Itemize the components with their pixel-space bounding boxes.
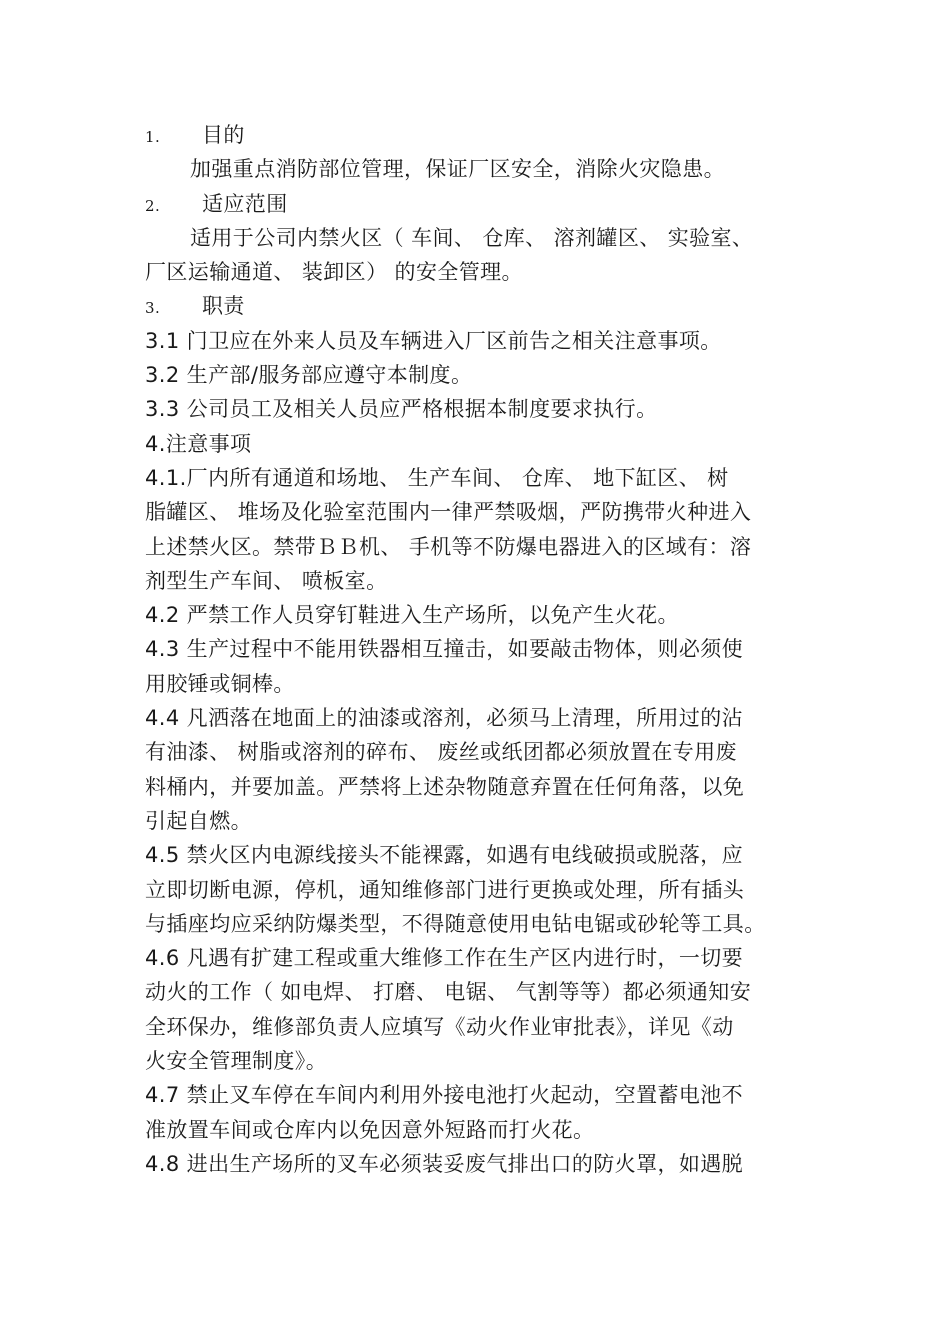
note-line: 4.2 严禁工作人员穿钉鞋进入生产场所，以免产生火花。	[145, 603, 679, 628]
section-title: 职责	[202, 294, 245, 319]
note-item-4-5	[145, 838, 810, 941]
section-heading-notes: 4.注意事项	[145, 431, 252, 456]
note-line: 4.3 生产过程中不能用铁器相互撞击，如要敲击物体，则必须使	[145, 637, 744, 662]
note-line: 料桶内，并要加盖。严禁将上述杂物随意弃置在任何角落，以免	[145, 774, 745, 799]
duty-item: 3.1 门卫应在外来人员及车辆进入厂区前告之相关注意事项。	[145, 328, 722, 353]
note-line: 全环保办，维修部负责人应填写《动火作业审批表》，详见《动	[145, 1014, 734, 1039]
note-line: 剂型生产车间、 喷板室。	[145, 568, 388, 593]
scope-text-line: 适用于公司内禁火区（ 车间、 仓库、 溶剂罐区、 实验室、	[190, 225, 754, 250]
section-number: 3.	[145, 299, 161, 318]
scope-text-line: 厂区运输通道、 装卸区） 的安全管理。	[145, 260, 523, 285]
note-line: 脂罐区、 堆场及化验室范围内一律严禁吸烟，严防携带火种进入	[145, 500, 752, 525]
note-line: 用胶锤或铜棒。	[145, 671, 295, 696]
note-line: 立即切断电源，停机，通知维修部门进行更换或处理，所有插头	[145, 877, 745, 902]
note-line: 有油漆、 树脂或溶剂的碎布、 废丝或纸团都必须放置在专用废	[145, 740, 737, 765]
note-line: 火安全管理制度》。	[145, 1049, 328, 1074]
purpose-text: 加强重点消防部位管理，保证厂区安全，消除火灾隐患。	[190, 157, 725, 182]
note-item-4-6	[145, 941, 810, 1078]
note-line: 4.7 禁止叉车停在车间内利用外接电池打火起动，空置蓄电池不	[145, 1083, 744, 1108]
note-line: 4.5 禁火区内电源线接头不能裸露，如遇有电线破损或脱落，应	[145, 843, 744, 868]
note-line: 4.4 凡洒落在地面上的油漆或溶剂，必须马上清理，所用过的沾	[145, 706, 744, 731]
section-heading-scope	[145, 187, 810, 221]
document-body	[145, 118, 810, 1181]
section-title: 适应范围	[202, 191, 288, 216]
note-item-4-4	[145, 701, 810, 838]
section-number: 1.	[145, 128, 161, 146]
section-heading-purpose	[145, 118, 810, 152]
duty-item: 3.2 生产部/服务部应遵守本制度。	[145, 363, 473, 388]
note-line: 4.8 进出生产场所的叉车必须装妥废气排出口的防火罩，如遇脱	[145, 1151, 744, 1176]
section-title: 目的	[202, 123, 245, 147]
note-item-4-3	[145, 632, 810, 701]
note-line: 上述禁火区。禁带ＢＢ机、 手机等不防爆电器进入的区域有：溶	[145, 534, 752, 559]
note-item-4-2	[145, 598, 810, 632]
note-line: 引起自燃。	[145, 808, 252, 833]
note-item-4-1	[145, 461, 810, 598]
section-heading-duties	[145, 289, 810, 323]
note-line: 与插座均应采纳防爆类型，不得随意使用电钻电锯或砂轮等工具。	[145, 911, 766, 936]
note-line: 4.1.厂内所有通道和场地、 生产车间、 仓库、 地下缸区、 树	[145, 465, 729, 490]
note-item-4-7	[145, 1078, 810, 1147]
note-item-4-8	[145, 1147, 810, 1181]
note-line: 准放置车间或仓库内以免因意外短路而打火花。	[145, 1117, 595, 1142]
duty-item: 3.3 公司员工及相关人员应严格根据本制度要求执行。	[145, 397, 658, 422]
section-number: 2.	[145, 196, 161, 215]
note-line: 4.6 凡遇有扩建工程或重大维修工作在生产区内进行时，一切要	[145, 946, 744, 971]
note-line: 动火的工作（ 如电焊、 打磨、 电锯、 气割等等）都必须通知安	[145, 980, 752, 1005]
